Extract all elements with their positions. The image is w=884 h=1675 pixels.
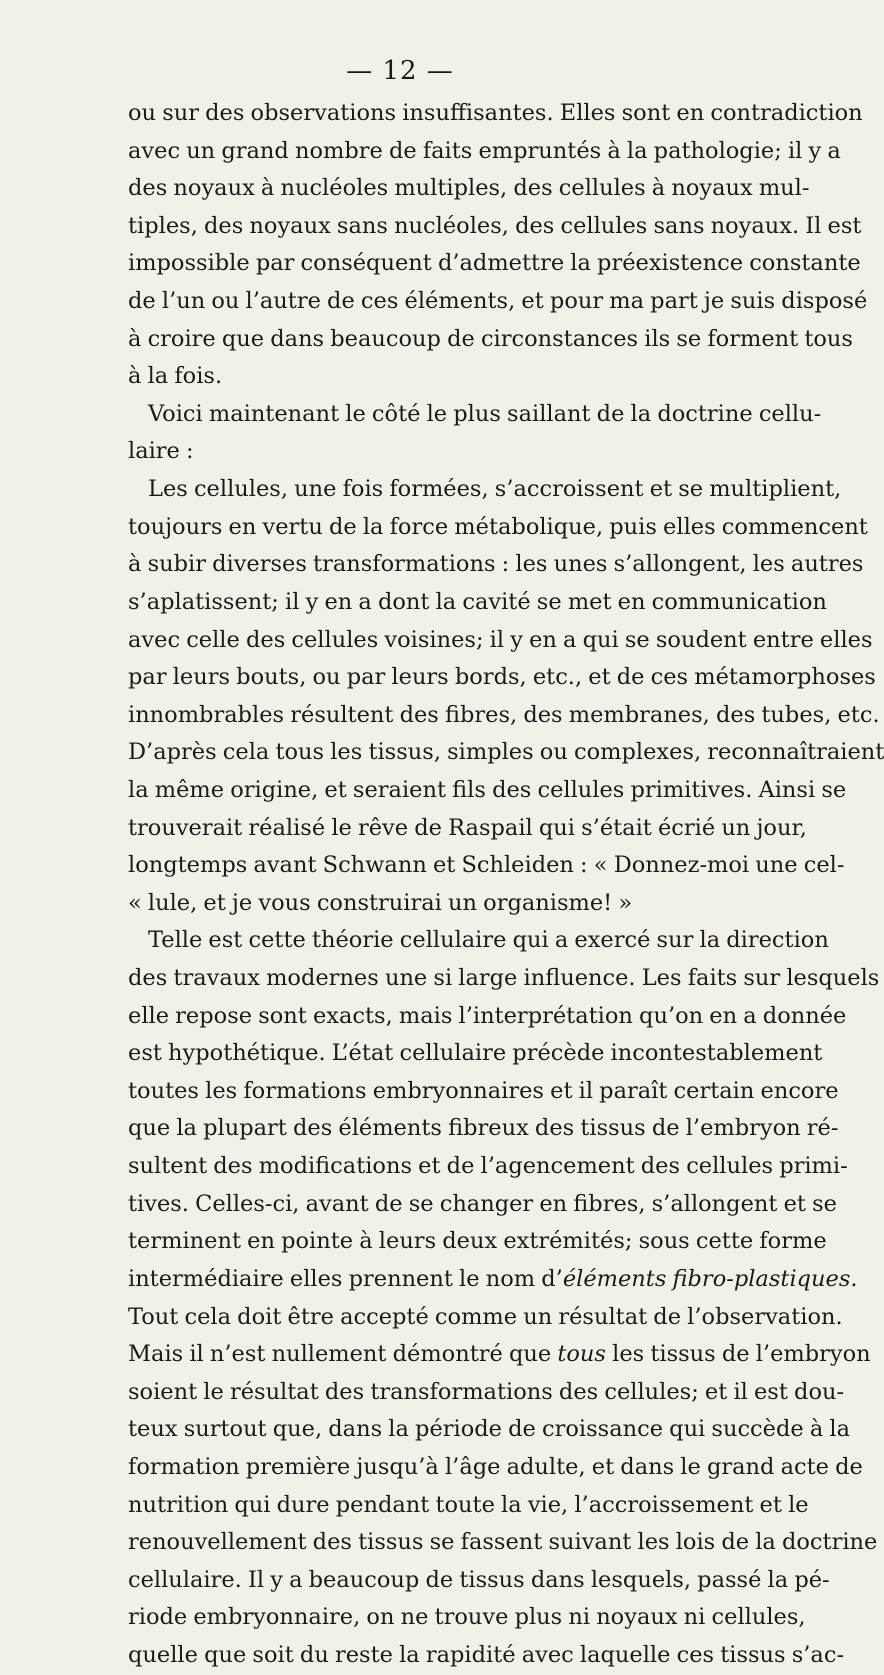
body-text bbox=[128, 95, 884, 1675]
text-line: riode embryonnaire, on ne trouve plus ni noyaux ni cellules, bbox=[128, 1604, 806, 1631]
text-line: nutrition qui dure pendant toute la vie, l’accroissement et le bbox=[128, 1491, 809, 1518]
line-text: les tissus de l’embryon bbox=[605, 1341, 871, 1368]
page-number: — 12 — bbox=[346, 56, 454, 86]
text-line: à subir diverses transformations : les unes s’allongent, les autres bbox=[128, 551, 864, 578]
text-line: trouverait réalisé le rêve de Raspail qui s’était écrié un jour, bbox=[128, 814, 807, 841]
text-line: quelle que soit du reste la rapidité avec laquelle ces tissus s’ac- bbox=[128, 1641, 845, 1668]
text-line: terminent en pointe à leurs deux extrémités; sous cette forme bbox=[128, 1228, 827, 1255]
text-line: avec un grand nombre de faits empruntés à la pathologie; il y a bbox=[128, 137, 841, 164]
text-line: renouvellement des tissus se fassent suivant les lois de la doctrine bbox=[128, 1529, 878, 1556]
text-line: Voici maintenant le côté le plus saillant de la doctrine cellu- bbox=[148, 400, 822, 427]
line-text: Mais il n’est nullement démontré que bbox=[128, 1341, 558, 1368]
italic-term: éléments fibro-plastiques. bbox=[562, 1265, 858, 1292]
text-line: à croire que dans beaucoup de circonstances ils se forment tous bbox=[128, 325, 853, 352]
text-line: ou sur des observations insuffisantes. Elles sont en contradiction bbox=[128, 100, 863, 126]
text-line: que la plupart des éléments fibreux des tissus de l’embryon ré- bbox=[128, 1115, 839, 1142]
text-line: tiples, des noyaux sans nucléoles, des cellules sans noyaux. Il est bbox=[128, 212, 862, 239]
text-line: par leurs bouts, ou par leurs bords, etc., et de ces métamorphoses bbox=[128, 664, 876, 691]
text-line: soient le résultat des transformations des cellules; et il est dou- bbox=[128, 1378, 845, 1405]
text-line: formation première jusqu’à l’âge adulte, et dans le grand acte de bbox=[128, 1453, 863, 1480]
text-line: avec celle des cellules voisines; il y en a qui se soudent entre elles bbox=[128, 626, 873, 653]
text-line: sultent des modifications et de l’agencement des cellules primi- bbox=[128, 1153, 848, 1180]
text-line: cellulaire. Il y a beaucoup de tissus dans lesquels, passé la pé- bbox=[128, 1566, 830, 1593]
text-line: la même origine, et seraient fils des cellules primitives. Ainsi se bbox=[128, 776, 847, 803]
text-line: à la fois. bbox=[128, 363, 223, 390]
text-line: s’aplatissent; il y en a dont la cavité se met en communication bbox=[128, 588, 827, 615]
text-line: de l’un ou l’autre de ces éléments, et pour ma part je suis disposé bbox=[128, 288, 868, 315]
text-line bbox=[128, 1336, 871, 1374]
text-line: toutes les formations embryonnaires et il paraît certain encore bbox=[128, 1077, 839, 1104]
text-line: des travaux modernes une si large influence. Les faits sur lesquels bbox=[128, 965, 880, 992]
italic-term: tous bbox=[557, 1341, 606, 1368]
text-line: tives. Celles-ci, avant de se changer en fibres, s’allongent et se bbox=[128, 1190, 837, 1217]
text-line: laire : bbox=[128, 438, 194, 465]
text-line: des noyaux à nucléoles multiples, des cellules à noyaux mul- bbox=[128, 175, 810, 202]
text-line: toujours en vertu de la force métabolique, puis elles commencent bbox=[128, 513, 868, 540]
text-line: longtemps avant Schwann et Schleiden : « Donnez-moi une cel- bbox=[128, 852, 845, 879]
text-line bbox=[128, 1261, 858, 1299]
text-line: impossible par conséquent d’admettre la préexistence constante bbox=[128, 250, 861, 277]
text-line: Tout cela doit être accepté comme un résultat de l’observation. bbox=[128, 1303, 843, 1330]
text-line: « lule, et je vous construirai un organisme! » bbox=[128, 889, 633, 916]
text-line: innombrables résultent des fibres, des membranes, des tubes, etc. bbox=[128, 701, 880, 728]
text-line: D’après cela tous les tissus, simples ou complexes, reconnaîtraient bbox=[128, 739, 884, 766]
text-line: est hypothétique. L’état cellulaire précède incontestablement bbox=[128, 1040, 823, 1067]
text-line: Telle est cette théorie cellulaire qui a exercé sur la direction bbox=[148, 927, 829, 954]
line-text: intermédiaire elles prennent le nom d’ bbox=[128, 1265, 563, 1292]
text-line: Les cellules, une fois formées, s’accroissent et se multiplient, bbox=[148, 476, 842, 503]
text-line: elle repose sont exacts, mais l’interprétation qu’on en a donnée bbox=[128, 1002, 847, 1029]
text-line: teux surtout que, dans la période de croissance qui succède à la bbox=[128, 1416, 851, 1443]
